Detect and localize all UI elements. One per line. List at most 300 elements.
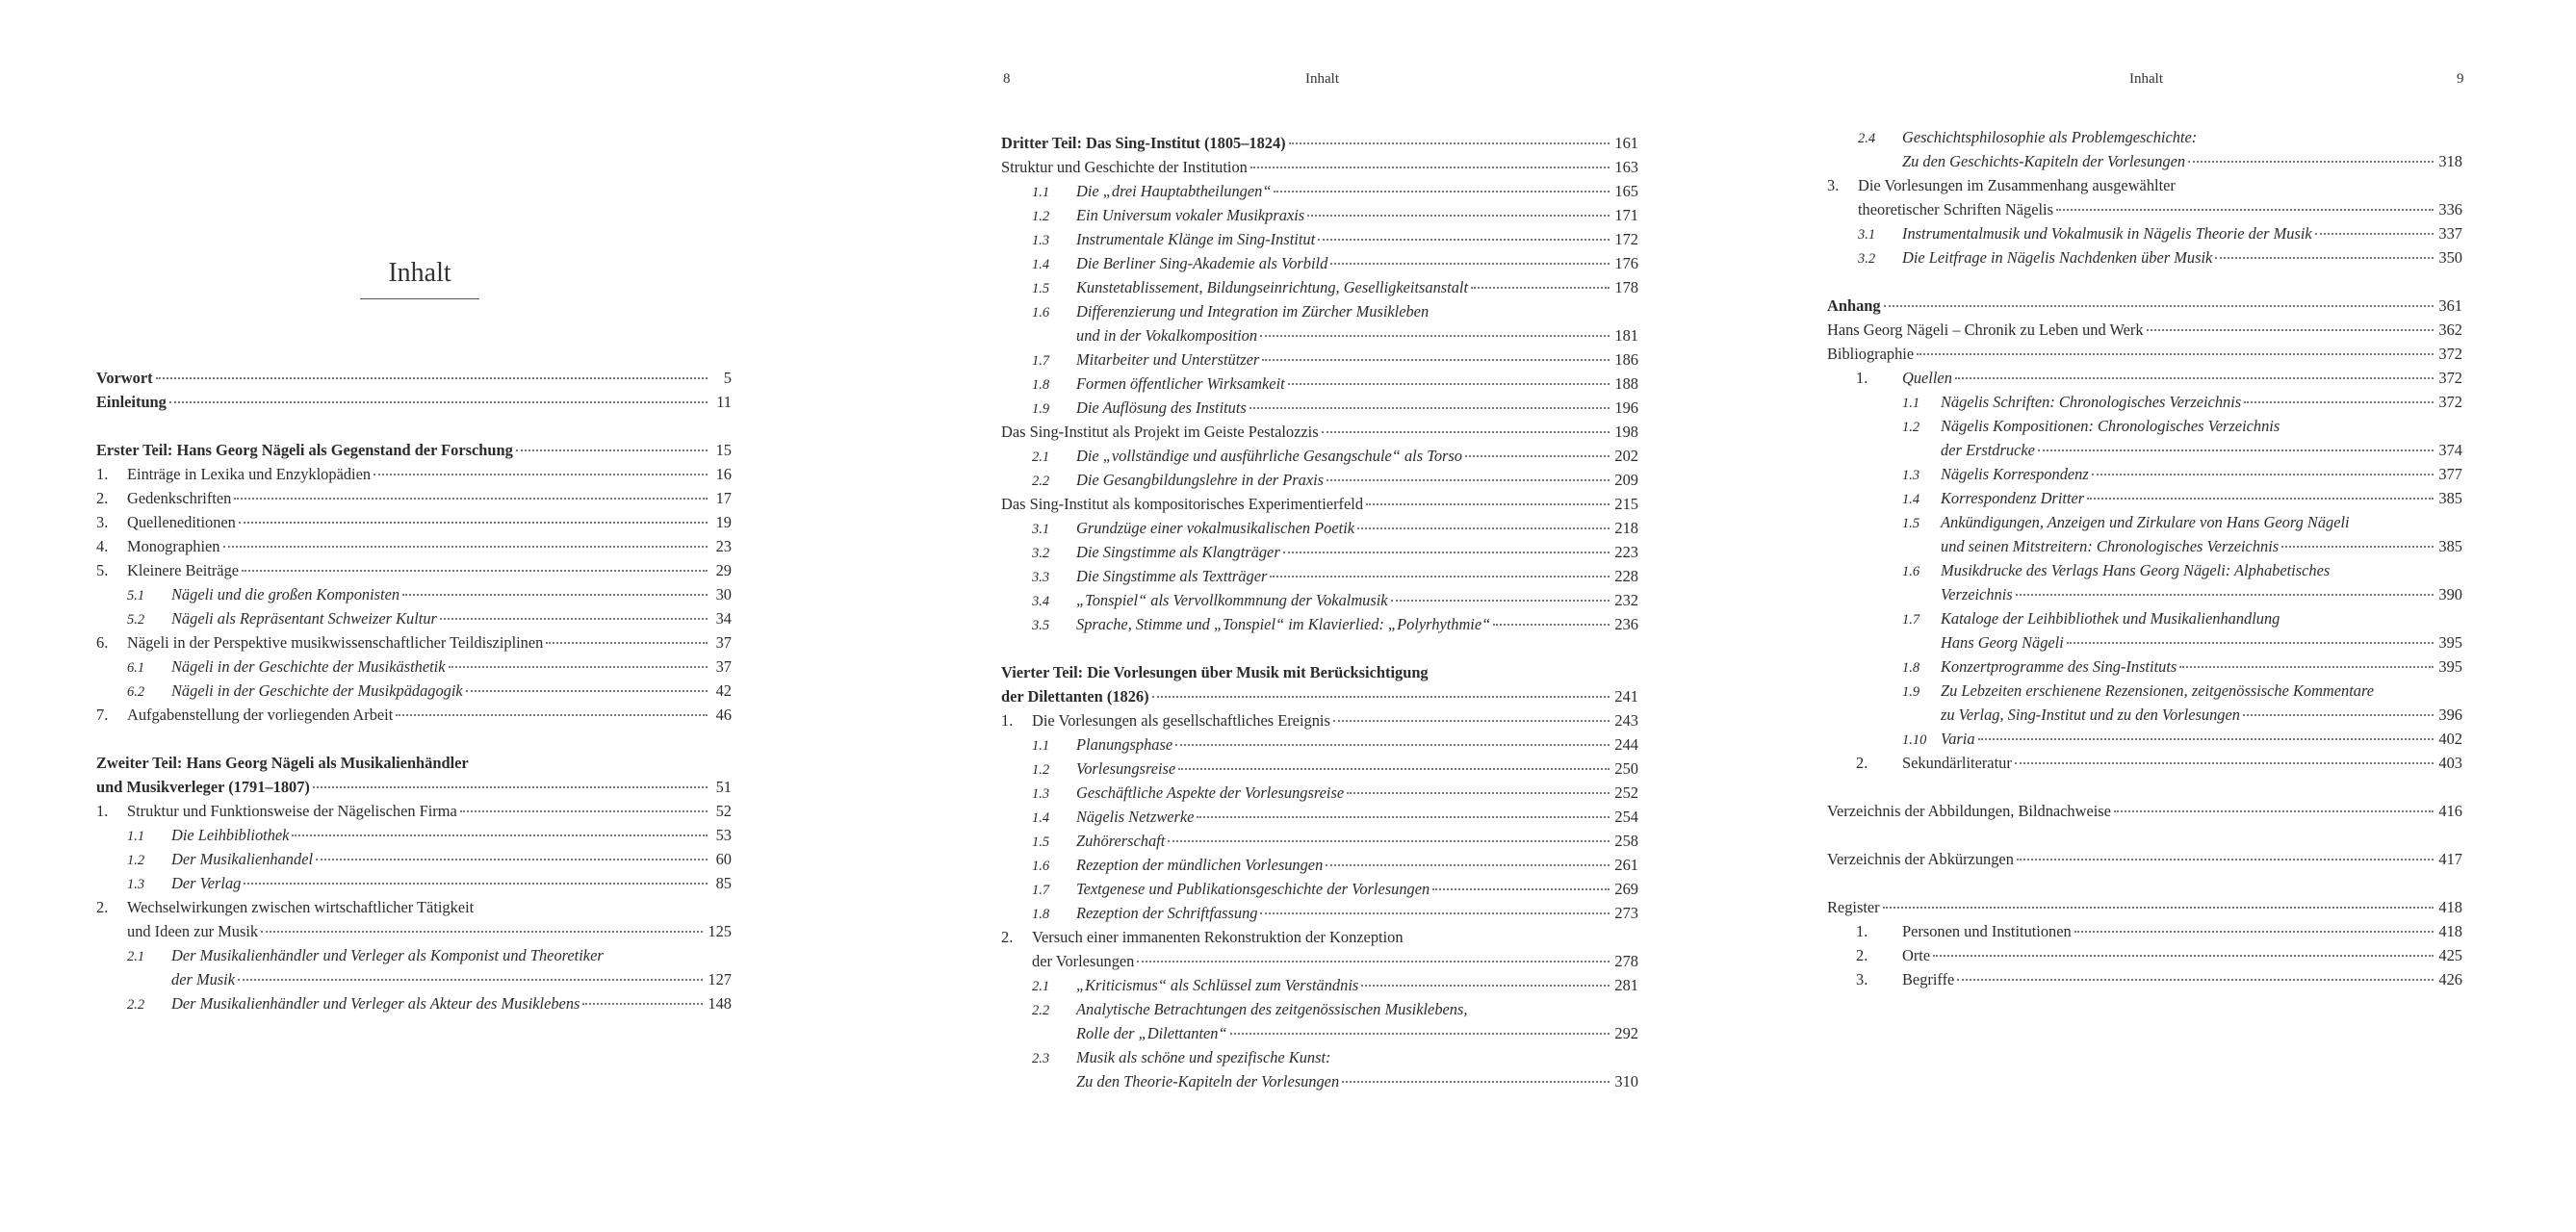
toc-page-number: 310 bbox=[1614, 1072, 1638, 1091]
toc-dot-leader bbox=[1307, 215, 1610, 217]
toc-entry-title: Dritter Teil: Das Sing-Institut (1805–1824) bbox=[1001, 134, 1286, 152]
toc-dot-leader bbox=[2179, 666, 2434, 668]
toc-dot-leader bbox=[2056, 209, 2434, 211]
toc-entry bbox=[1827, 847, 2462, 871]
toc-page-number: 5 bbox=[723, 369, 732, 387]
toc-entry-title: der Dilettanten (1826) bbox=[1001, 687, 1149, 706]
toc-title: Inhalt bbox=[388, 258, 451, 288]
toc-entry-title: Die Gesangbildungslehre in der Praxis bbox=[1076, 471, 1325, 489]
toc-entry-title: „Tonspiel“ als Vervollkommnung der Vokalmusik bbox=[1076, 591, 1388, 609]
toc-entry-number: 1.3 bbox=[1032, 233, 1050, 248]
toc-dot-leader bbox=[1366, 503, 1610, 505]
toc-page-number: 188 bbox=[1614, 374, 1638, 393]
toc-entry bbox=[96, 630, 732, 654]
toc-entry-title: Einleitung bbox=[96, 393, 167, 411]
toc-dot-leader bbox=[2188, 161, 2434, 163]
toc-page-number: 60 bbox=[715, 850, 732, 868]
toc-entry bbox=[1001, 179, 1638, 203]
toc-entry-title: Einträge in Lexika und Enzyklopädien bbox=[127, 465, 372, 483]
toc-entry bbox=[96, 775, 732, 799]
toc-entry bbox=[96, 871, 732, 895]
toc-entry bbox=[1001, 420, 1638, 444]
toc-entry-number: 1.1 bbox=[1902, 396, 1920, 411]
toc-entry-title: Die Leihbibliothek bbox=[171, 826, 290, 844]
toc-entry-title: Struktur und Geschichte der Institution bbox=[1001, 158, 1248, 176]
toc-entry bbox=[1827, 221, 2462, 245]
toc-dot-leader bbox=[1274, 191, 1610, 192]
toc-dot-leader bbox=[1289, 142, 1610, 144]
toc-dot-leader bbox=[1471, 287, 1610, 289]
toc-entry bbox=[1001, 516, 1638, 540]
toc-dot-leader bbox=[1262, 359, 1610, 361]
toc-entry-number: 3.5 bbox=[1032, 618, 1050, 633]
toc-entry bbox=[96, 799, 732, 823]
toc-entry-title: Geschichtsphilosophie als Problemgeschichte: bbox=[1902, 128, 2198, 146]
toc-entry bbox=[96, 534, 732, 558]
toc-page-number: 250 bbox=[1614, 759, 1638, 778]
toc-entry-number: 3.1 bbox=[1032, 522, 1050, 537]
toc-entry-number: 1. bbox=[96, 465, 109, 483]
toc-spacer bbox=[1827, 823, 2462, 847]
toc-entry-title: Nägelis Kompositionen: Chronologisches Verzeichnis bbox=[1941, 417, 2280, 435]
toc-page-number: 395 bbox=[2438, 633, 2462, 652]
toc-dot-leader bbox=[440, 618, 708, 620]
toc-dot-leader bbox=[313, 786, 708, 788]
toc-entry-title: der Erstdrucke bbox=[1941, 441, 2035, 459]
toc-dot-leader bbox=[1326, 864, 1610, 866]
toc-entry-number: 1.2 bbox=[1902, 420, 1920, 435]
toc-entry bbox=[1827, 967, 2462, 991]
toc-entry bbox=[96, 751, 732, 775]
toc-entry-number: 1.10 bbox=[1902, 732, 1927, 748]
toc-dot-leader bbox=[1933, 955, 2434, 957]
toc-entry-title: Vorlesungsreise bbox=[1076, 759, 1176, 778]
toc-dot-leader bbox=[292, 834, 708, 836]
toc-dot-leader bbox=[2147, 329, 2434, 331]
toc-entry-number: 3.1 bbox=[1858, 227, 1876, 243]
toc-page-number: 37 bbox=[715, 633, 732, 652]
toc-entry bbox=[1827, 149, 2462, 173]
toc-entry bbox=[96, 558, 732, 582]
toc-page-number: 37 bbox=[715, 657, 732, 676]
toc-entry-number: 2.2 bbox=[127, 997, 145, 1013]
toc-entry-title: Zu Lebzeiten erschienene Rezensionen, zeitgenössische Kommentare bbox=[1941, 681, 2375, 700]
toc-entry-number: 1. bbox=[1856, 922, 1868, 940]
page-number-left: 8 bbox=[1003, 71, 1011, 87]
toc-page-number: 243 bbox=[1614, 711, 1638, 730]
toc-entry-number: 1.8 bbox=[1032, 907, 1050, 922]
toc-dot-leader bbox=[238, 979, 703, 981]
toc-entry-title: Nägeli in der Geschichte der Musikpädagogik bbox=[171, 681, 463, 700]
toc-spacer bbox=[1827, 775, 2462, 799]
toc-page-number: 30 bbox=[715, 585, 732, 603]
toc-dot-leader bbox=[1152, 696, 1610, 698]
toc-dot-leader bbox=[1250, 167, 1610, 168]
toc-page-number: 395 bbox=[2438, 657, 2462, 676]
toc-title-block bbox=[360, 258, 479, 299]
toc-dot-leader bbox=[1957, 979, 2434, 981]
toc-entry bbox=[1001, 275, 1638, 299]
toc-page-number: 361 bbox=[2438, 296, 2462, 315]
toc-page-number: 161 bbox=[1614, 134, 1638, 152]
toc-entry-title: Vierter Teil: Die Vorlesungen über Musik mit Berücksichtigung bbox=[1001, 663, 1429, 681]
toc-entry bbox=[1827, 679, 2462, 703]
toc-entry bbox=[1001, 805, 1638, 829]
toc-entry bbox=[1001, 901, 1638, 925]
toc-entry bbox=[1001, 660, 1638, 684]
toc-entry bbox=[1827, 318, 2462, 342]
toc-dot-leader bbox=[1168, 840, 1610, 842]
toc-entry-number: 1.2 bbox=[1032, 762, 1050, 778]
toc-entry-title: Monographien bbox=[127, 537, 220, 555]
toc-entry bbox=[1001, 684, 1638, 708]
toc-entry bbox=[1001, 203, 1638, 227]
toc-page-number: 254 bbox=[1614, 808, 1638, 826]
toc-page-number: 223 bbox=[1614, 543, 1638, 561]
toc-entry bbox=[96, 823, 732, 847]
toc-entry bbox=[1001, 973, 1638, 997]
page-number-right: 9 bbox=[2457, 71, 2464, 87]
toc-entry-title: Konzertprogramme des Sing-Instituts bbox=[1941, 657, 2177, 676]
toc-page-number: 53 bbox=[715, 826, 732, 844]
toc-dot-leader bbox=[582, 1003, 703, 1005]
toc-entry bbox=[96, 390, 732, 414]
toc-page-number: 273 bbox=[1614, 904, 1638, 922]
toc-entry-title: Zu den Geschichts-Kapiteln der Vorlesungen bbox=[1902, 152, 2186, 170]
toc-page-number: 236 bbox=[1614, 615, 1638, 633]
toc-entry-number: 2. bbox=[1001, 928, 1014, 946]
toc-entry-title: Anhang bbox=[1827, 296, 1881, 315]
toc-entry bbox=[1827, 486, 2462, 510]
toc-entry bbox=[1001, 323, 1638, 347]
toc-entry-number: 1.3 bbox=[127, 877, 145, 892]
toc-entry-title: Nägelis Netzwerke bbox=[1076, 808, 1195, 826]
toc-entry-number: 1.2 bbox=[1032, 209, 1050, 224]
toc-dot-leader bbox=[2243, 714, 2434, 716]
toc-entry-title: Bibliographie bbox=[1827, 345, 1915, 363]
toc-page-number: 241 bbox=[1614, 687, 1638, 706]
toc-page-number: 403 bbox=[2438, 754, 2462, 772]
toc-entry-title: Nägeli und die großen Komponisten bbox=[171, 585, 400, 603]
toc-entry-title: Grundzüge einer vokalmusikalischen Poetik bbox=[1076, 519, 1355, 537]
toc-entry-number: 1. bbox=[1001, 711, 1014, 730]
toc-entry-title: Verzeichnis der Abbildungen, Bildnachweise bbox=[1827, 802, 2111, 820]
toc-dot-leader bbox=[2092, 474, 2434, 475]
toc-dot-leader bbox=[316, 859, 708, 860]
toc-entry-number: 1.6 bbox=[1902, 564, 1920, 579]
toc-entry bbox=[96, 510, 732, 534]
toc-page-number: 163 bbox=[1614, 158, 1638, 176]
toc-entry-title: Ein Universum vokaler Musikpraxis bbox=[1076, 206, 1305, 224]
toc-dot-leader bbox=[1260, 335, 1610, 337]
toc-entry-number: 1. bbox=[1856, 369, 1868, 387]
toc-entry-title: und in der Vokalkomposition bbox=[1076, 326, 1258, 345]
toc-page-number: 23 bbox=[715, 537, 732, 555]
toc-dot-leader bbox=[1283, 552, 1610, 553]
toc-entry-number: 6.1 bbox=[127, 660, 145, 676]
toc-entry-number: 2.1 bbox=[1032, 979, 1050, 994]
toc-entry bbox=[1827, 799, 2462, 823]
toc-entry-number: 5. bbox=[96, 561, 109, 579]
toc-page-number: 15 bbox=[715, 441, 732, 459]
toc-entry bbox=[96, 967, 732, 991]
toc-dot-leader bbox=[1137, 961, 1610, 962]
toc-entry-title: Das Sing-Institut als kompositorisches Experimentierfeld bbox=[1001, 495, 1364, 513]
toc-entry-number: 4. bbox=[96, 537, 109, 555]
toc-entry bbox=[1001, 1069, 1638, 1093]
toc-entry bbox=[1001, 372, 1638, 396]
toc-page-number: 385 bbox=[2438, 489, 2462, 507]
toc-entry-number: 1.3 bbox=[1902, 468, 1920, 483]
toc-entry bbox=[1827, 558, 2462, 582]
toc-entry bbox=[96, 703, 732, 727]
toc-page-number: 426 bbox=[2438, 970, 2462, 988]
toc-dot-leader bbox=[2074, 931, 2434, 933]
toc-entry-number: 1.4 bbox=[1902, 492, 1920, 507]
toc-entry bbox=[1827, 173, 2462, 197]
toc-entry-title: Rezeption der Schriftfassung bbox=[1076, 904, 1258, 922]
toc-entry bbox=[96, 366, 732, 390]
toc-dot-leader bbox=[402, 594, 708, 596]
toc-entry-title: Rolle der „Dilettanten“ bbox=[1076, 1024, 1227, 1042]
toc-dot-leader bbox=[516, 449, 708, 451]
toc-list-right bbox=[1827, 125, 2462, 991]
toc-entry-title: und seinen Mitstreitern: Chronologisches Verzeichnis bbox=[1941, 537, 2280, 555]
toc-page-number: 85 bbox=[715, 874, 732, 892]
toc-dot-leader bbox=[1333, 720, 1610, 722]
toc-page-number: 372 bbox=[2438, 345, 2462, 363]
toc-dot-leader bbox=[223, 546, 708, 548]
toc-page-number: 418 bbox=[2438, 922, 2462, 940]
toc-entry-title: Die Vorlesungen im Zusammenhang ausgewählter bbox=[1858, 176, 2176, 194]
toc-entry bbox=[1827, 197, 2462, 221]
toc-entry-title: Instrumentale Klänge im Sing-Institut bbox=[1076, 230, 1316, 248]
toc-page-number: 34 bbox=[715, 609, 732, 628]
toc-entry-title: Wechselwirkungen zwischen wirtschaftlicher Tätigkeit bbox=[127, 898, 475, 916]
toc-entry-number: 1.7 bbox=[1032, 353, 1050, 369]
toc-entry bbox=[96, 486, 732, 510]
toc-page-number: 16 bbox=[715, 465, 732, 483]
toc-entry-number: 3. bbox=[1827, 176, 1840, 194]
toc-entry bbox=[1827, 245, 2462, 270]
toc-entry bbox=[1001, 925, 1638, 949]
toc-entry-title: Das Sing-Institut als Projekt im Geiste Pestalozzis bbox=[1001, 423, 1319, 441]
toc-entry-number: 1.4 bbox=[1032, 257, 1050, 272]
toc-entry-title: Erster Teil: Hans Georg Nägeli als Gegenstand der Forschung bbox=[96, 441, 513, 459]
toc-entry bbox=[1001, 227, 1638, 251]
toc-entry bbox=[96, 654, 732, 679]
toc-entry-title: Kleinere Beiträge bbox=[127, 561, 240, 579]
toc-entry-number: 2.1 bbox=[1032, 449, 1050, 465]
toc-entry bbox=[1001, 492, 1638, 516]
toc-dot-leader bbox=[1883, 907, 2434, 909]
toc-entry-number: 1. bbox=[96, 802, 109, 820]
toc-dot-leader bbox=[239, 522, 708, 524]
toc-entry-number: 2.4 bbox=[1858, 131, 1876, 146]
toc-entry bbox=[1001, 612, 1638, 636]
toc-entry bbox=[96, 582, 732, 606]
toc-page-number: 46 bbox=[715, 706, 732, 724]
toc-entry bbox=[96, 606, 732, 630]
toc-entry-title: Nägelis Schriften: Chronologisches Verzeichnis bbox=[1941, 393, 2242, 411]
toc-page-number: 52 bbox=[715, 802, 732, 820]
toc-entry-title: Die Auflösung des Instituts bbox=[1076, 398, 1247, 417]
toc-dot-leader bbox=[242, 570, 708, 572]
toc-entry bbox=[96, 919, 732, 943]
toc-entry bbox=[1001, 588, 1638, 612]
toc-entry-title: Register bbox=[1827, 898, 1880, 916]
toc-entry-title: der Vorlesungen bbox=[1032, 952, 1135, 970]
toc-dot-leader bbox=[1955, 377, 2434, 379]
toc-dot-leader bbox=[1330, 263, 1610, 265]
toc-page-number: 416 bbox=[2438, 802, 2462, 820]
toc-page-number: 396 bbox=[2438, 706, 2462, 724]
toc-entry bbox=[1827, 654, 2462, 679]
toc-entry-title: Verzeichnis der Abkürzungen bbox=[1827, 850, 2014, 868]
toc-page-number: 377 bbox=[2438, 465, 2462, 483]
toc-page-number: 336 bbox=[2438, 200, 2462, 218]
toc-page-number: 29 bbox=[715, 561, 732, 579]
toc-dot-leader bbox=[2087, 498, 2434, 500]
toc-dot-leader bbox=[169, 401, 708, 403]
toc-entry-title: Aufgabenstellung der vorliegenden Arbeit bbox=[127, 706, 394, 724]
toc-entry-title: Formen öffentlicher Wirksamkeit bbox=[1076, 374, 1285, 393]
toc-entry-number: 1.7 bbox=[1032, 883, 1050, 898]
toc-entry-number: 1.7 bbox=[1902, 612, 1920, 628]
toc-entry bbox=[96, 679, 732, 703]
toc-entry-number: 1.2 bbox=[127, 853, 145, 868]
toc-page-number: 232 bbox=[1614, 591, 1638, 609]
toc-entry-title: Vorwort bbox=[96, 369, 153, 387]
toc-dot-leader bbox=[2215, 257, 2434, 259]
toc-dot-leader bbox=[396, 714, 708, 716]
toc-entry bbox=[1001, 732, 1638, 757]
toc-dot-leader bbox=[1318, 239, 1610, 241]
toc-page-number: 350 bbox=[2438, 248, 2462, 267]
toc-dot-leader bbox=[1432, 888, 1610, 890]
toc-entry-title: Kataloge der Leihbibliothek und Musikalienhandlung bbox=[1941, 609, 2280, 628]
toc-entry-number: 1.9 bbox=[1902, 684, 1920, 700]
toc-dot-leader bbox=[1465, 455, 1610, 457]
toc-entry-number: 1.5 bbox=[1902, 516, 1920, 531]
toc-entry-number: 6.2 bbox=[127, 684, 145, 700]
toc-entry-title: Analytische Betrachtungen des zeitgenössischen Musiklebens, bbox=[1076, 1000, 1468, 1018]
toc-entry-title: Textgenese und Publikationsgeschichte der Vorlesungen bbox=[1076, 880, 1430, 898]
toc-entry bbox=[1827, 510, 2462, 534]
toc-entry-title: Varia bbox=[1941, 730, 1975, 748]
toc-entry bbox=[96, 462, 732, 486]
toc-page-number: 51 bbox=[715, 778, 732, 796]
toc-dot-leader bbox=[1917, 353, 2434, 355]
toc-page-number: 196 bbox=[1614, 398, 1638, 417]
toc-entry-title: und Musikverleger (1791–1807) bbox=[96, 778, 310, 796]
toc-dot-leader bbox=[1230, 1033, 1610, 1035]
toc-page-number: 171 bbox=[1614, 206, 1638, 224]
toc-entry-number: 1.5 bbox=[1032, 281, 1050, 296]
toc-entry bbox=[1001, 299, 1638, 323]
toc-entry bbox=[1827, 943, 2462, 967]
toc-entry bbox=[1827, 630, 2462, 654]
toc-entry-title: Versuch einer immanenten Rekonstruktion der Konzeption bbox=[1032, 928, 1404, 946]
toc-entry-title: Die Leitfrage in Nägelis Nachdenken über Musik bbox=[1902, 248, 2213, 267]
toc-page-number: 209 bbox=[1614, 471, 1638, 489]
toc-page-number: 390 bbox=[2438, 585, 2462, 603]
toc-dot-leader bbox=[449, 666, 708, 668]
toc-entry-title: Gedenkschriften bbox=[127, 489, 232, 507]
toc-entry bbox=[1001, 155, 1638, 179]
toc-dot-leader bbox=[1178, 768, 1610, 770]
toc-dot-leader bbox=[2067, 642, 2434, 644]
toc-entry-title: der Musik bbox=[171, 970, 236, 988]
running-head-right: Inhalt bbox=[2129, 71, 2163, 87]
toc-page-number: 281 bbox=[1614, 976, 1638, 994]
toc-page-number: 362 bbox=[2438, 321, 2462, 339]
toc-entry-title: Kunstetablissement, Bildungseinrichtung, Geselligkeitsanstalt bbox=[1076, 278, 1468, 296]
running-head-left: Inhalt bbox=[1305, 71, 1339, 87]
toc-entry-title: Mitarbeiter und Unterstützer bbox=[1076, 350, 1260, 369]
toc-entry-title: Der Verlag bbox=[171, 874, 242, 892]
toc-entry-title: Die Singstimme als Klangträger bbox=[1076, 543, 1280, 561]
toc-page-number: 125 bbox=[708, 922, 732, 940]
toc-entry-number: 2.1 bbox=[127, 949, 145, 964]
middle-page bbox=[963, 0, 1656, 1232]
toc-entry bbox=[1827, 703, 2462, 727]
toc-entry bbox=[1827, 606, 2462, 630]
toc-dot-leader bbox=[1347, 792, 1610, 794]
toc-entry-title: Nägeli in der Perspektive musikwissenschaftlicher Teildisziplinen bbox=[127, 633, 544, 652]
toc-entry bbox=[1827, 294, 2462, 318]
toc-page-number: 176 bbox=[1614, 254, 1638, 272]
toc-entry-title: Sprache, Stimme und „Tonspiel“ im Klavierlied: „Polyrhythmie“ bbox=[1076, 615, 1491, 633]
toc-entry bbox=[1827, 438, 2462, 462]
toc-dot-leader bbox=[2281, 546, 2434, 548]
toc-entry bbox=[1827, 751, 2462, 775]
toc-entry-number: 6. bbox=[96, 633, 109, 652]
toc-dot-leader bbox=[2244, 401, 2434, 403]
toc-dot-leader bbox=[2038, 449, 2434, 451]
toc-entry-title: zu Verlag, Sing-Institut und zu den Vorlesungen bbox=[1941, 706, 2240, 724]
toc-page-number: 337 bbox=[2438, 224, 2462, 243]
toc-entry-number: 1.1 bbox=[1032, 185, 1050, 200]
toc-entry bbox=[1001, 781, 1638, 805]
toc-entry-title: theoretischer Schriften Nägelis bbox=[1858, 200, 2053, 218]
toc-entry bbox=[1001, 877, 1638, 901]
toc-entry-title: Musik als schöne und spezifische Kunst: bbox=[1076, 1048, 1331, 1066]
toc-entry-number: 2.2 bbox=[1032, 1003, 1050, 1018]
toc-entry-title: Instrumentalmusik und Vokalmusik in Nägelis Theorie der Musik bbox=[1902, 224, 2312, 243]
toc-entry bbox=[1827, 895, 2462, 919]
toc-entry bbox=[1001, 131, 1638, 155]
toc-dot-leader bbox=[1288, 383, 1610, 385]
toc-dot-leader bbox=[1175, 744, 1610, 746]
toc-entry-title: Verzeichnis bbox=[1941, 585, 2013, 603]
toc-page-number: 402 bbox=[2438, 730, 2462, 748]
toc-entry-number: 3. bbox=[96, 513, 109, 531]
left-page bbox=[0, 0, 809, 1232]
toc-dot-leader bbox=[1342, 1081, 1610, 1083]
toc-entry-title: „Kriticismus“ als Schlüssel zum Verständnis bbox=[1076, 976, 1359, 994]
toc-entry-number: 1.1 bbox=[1032, 738, 1050, 754]
toc-entry-title: Personen und Institutionen bbox=[1902, 922, 2072, 940]
toc-entry-number: 5.2 bbox=[127, 612, 145, 628]
toc-entry-title: Zu den Theorie-Kapiteln der Vorlesungen bbox=[1076, 1072, 1340, 1091]
toc-dot-leader bbox=[1270, 576, 1610, 578]
right-page bbox=[1810, 0, 2576, 1232]
toc-page-number: 215 bbox=[1614, 495, 1638, 513]
toc-dot-leader bbox=[460, 810, 708, 812]
toc-entry bbox=[1827, 534, 2462, 558]
toc-entry-number: 2.3 bbox=[1032, 1051, 1050, 1066]
